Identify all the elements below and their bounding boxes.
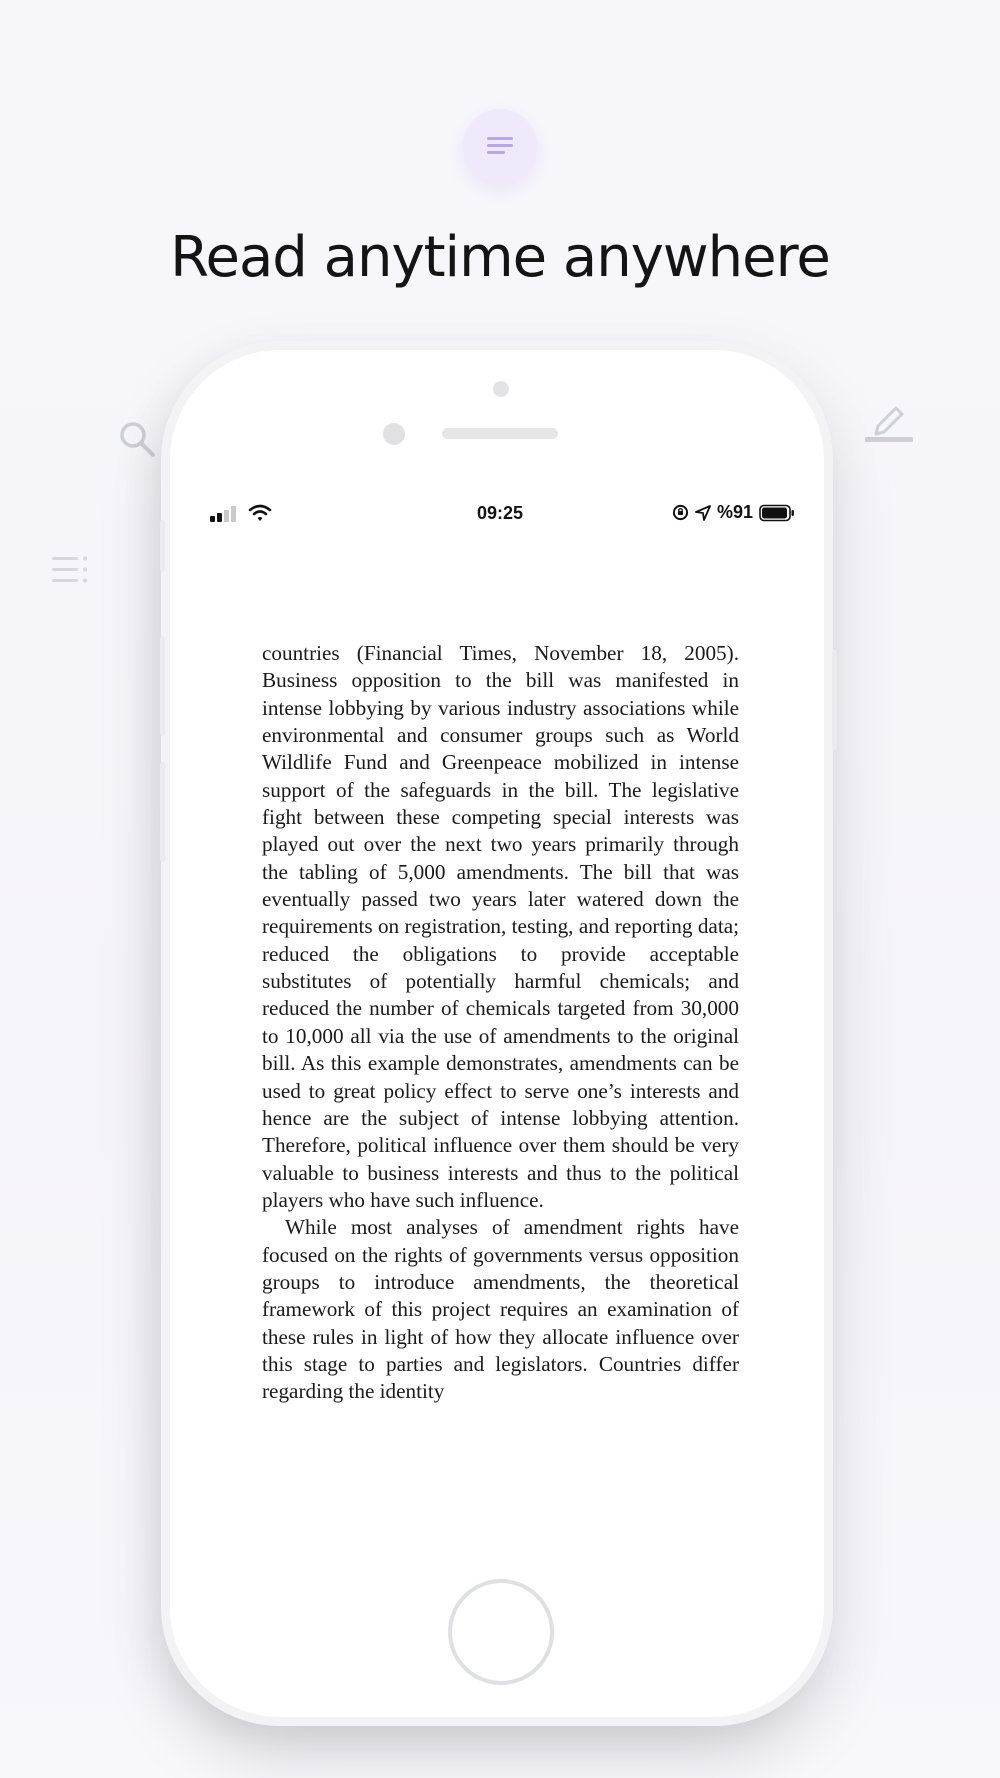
search-icon	[118, 420, 158, 460]
pencil-icon	[864, 394, 914, 444]
reader-paragraph: While most analyses of amendment rights have focused on the rights of governments versus opposition groups to introduce amendments, the theoretical framework of this project requires an examination of these rules in light of how they allocate influence over this stage to parties and legislators. Countries differ regarding the identity	[262, 1215, 739, 1404]
rotation-lock-icon	[672, 504, 689, 521]
reader-page[interactable]	[262, 640, 739, 1406]
power-button	[832, 650, 837, 750]
reader-paragraph: countries (Financial Times, November 18, 2005). Business opposition to the bill was manifested in intense lobbying by various industry associations while environmental and consumer groups such as World Wildlife Fund and Greenpeace mobilized in intense support of the safeguards in the bill. The legislative fight between these competing special interests was played out over the next two years primarily through the tabling of 5,000 amendments. The bill that was eventually passed two years later watered down the requirements on registration, testing, and reporting data; reduced the obligations to provide acceptable substitutes of potentially harmful chemicals; and reduced the number of chemicals targeted from 30,000 to 10,000 all via the use of amendments to the original bill. As this example demonstrates, amendments can be used to great policy effect to serve one’s interests and hence are the subject of intense lobbying attention. Therefore, political influence over them should be very valuable to business interests and thus to the political players who have such influence.	[262, 641, 739, 1212]
earpiece-speaker	[442, 428, 558, 439]
battery-percent: %91	[716, 502, 753, 522]
volume-up-button	[160, 636, 165, 736]
menu-bubble[interactable]	[463, 109, 537, 183]
status-time: 09:25	[476, 503, 524, 523]
list-icon	[52, 555, 90, 585]
headline: Read anytime anywhere	[170, 225, 830, 290]
status-bar	[205, 500, 795, 530]
home-button[interactable]	[448, 1579, 554, 1685]
mute-switch	[160, 520, 165, 572]
front-camera	[383, 423, 405, 445]
battery-icon	[759, 504, 795, 522]
volume-down-button	[160, 762, 165, 862]
location-arrow-icon	[695, 505, 711, 521]
proximity-sensor	[493, 381, 509, 397]
menu-lines-icon	[486, 135, 514, 157]
status-right	[672, 502, 795, 523]
